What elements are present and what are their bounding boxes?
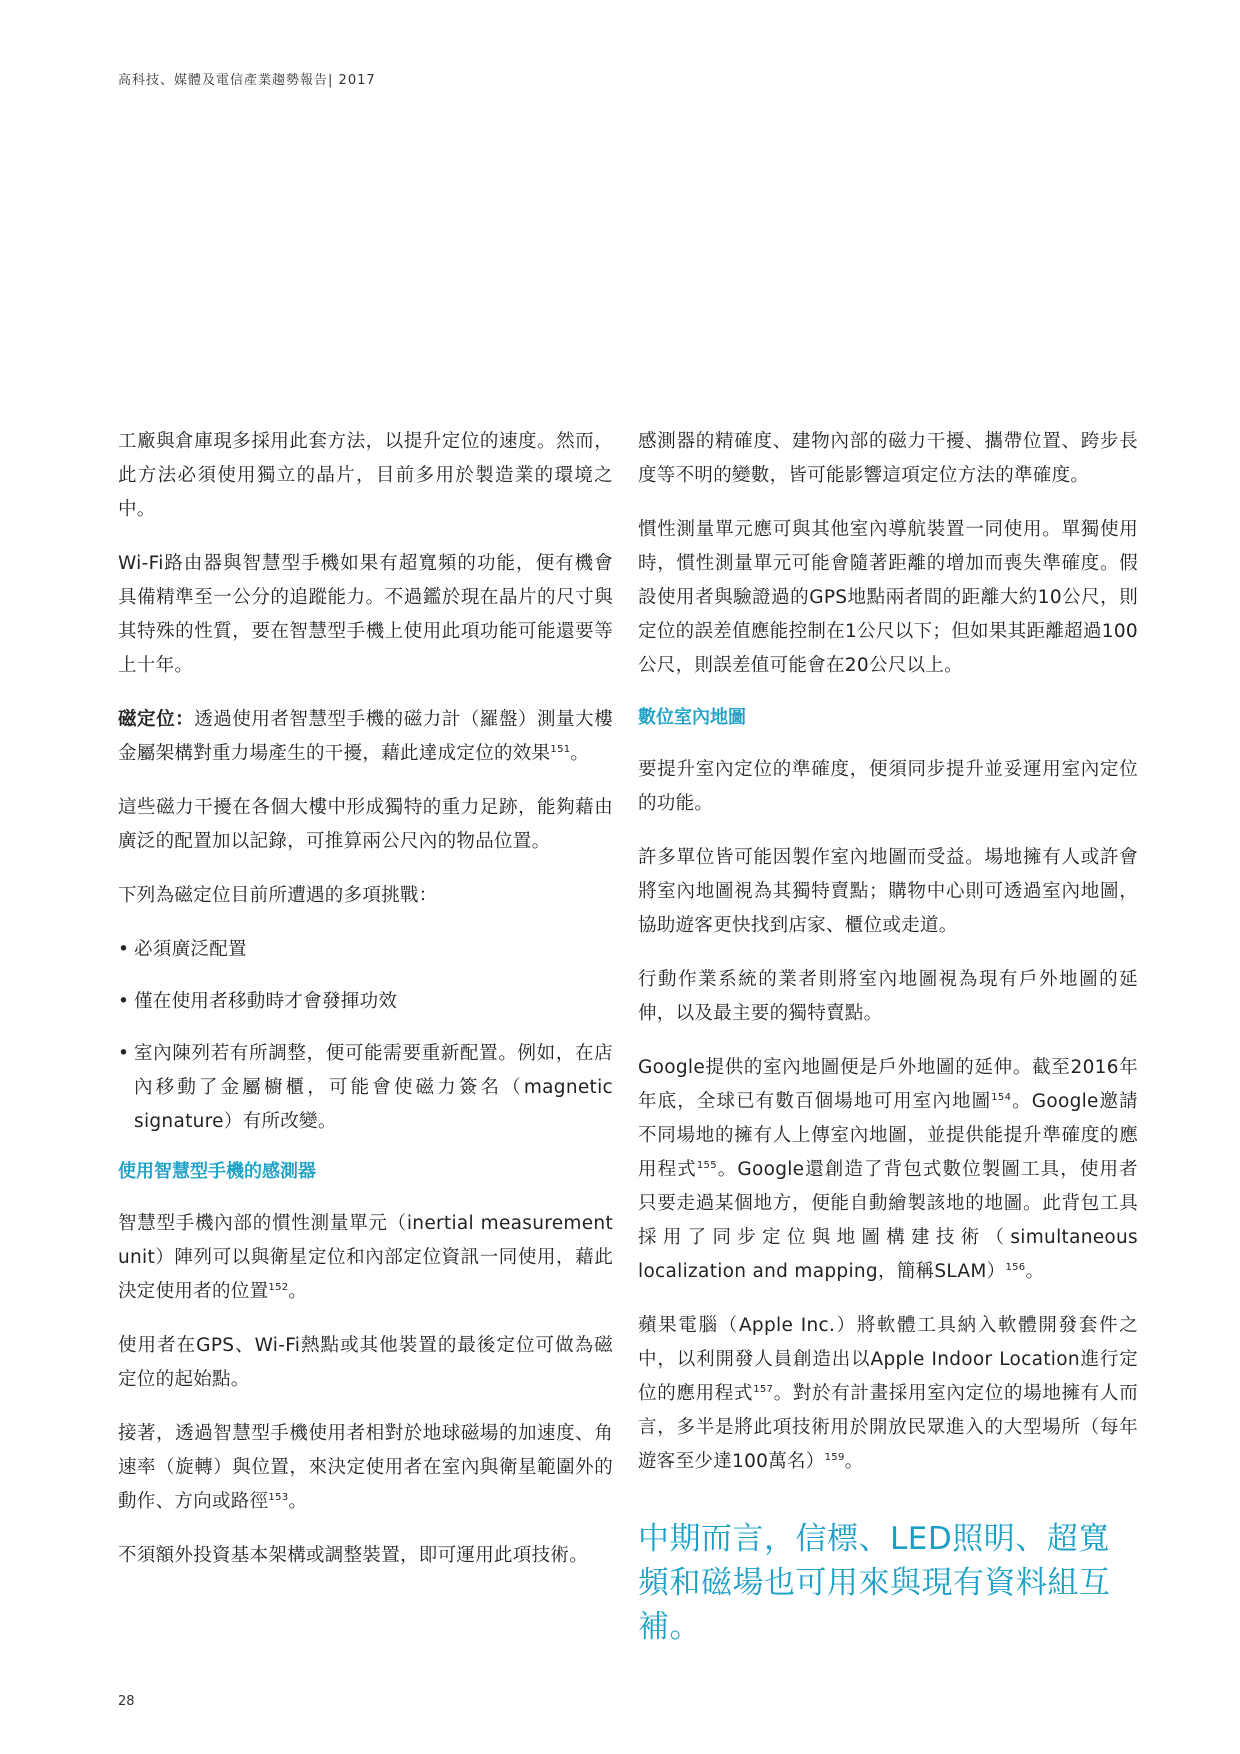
paragraph-text: 透過使用者智慧型手機的磁力計（羅盤）測量大樓金屬架構對重力場產生的干擾，藉此達成定位的效果: [118, 709, 614, 764]
footnote-ref: 159: [824, 1451, 845, 1463]
paragraph-text: 智慧型手機內部的慣性測量單元（inertial measurement unit）陣列可以與衛星定位和內部定位資訊一同使用，藉此決定使用者的位置: [118, 1213, 613, 1302]
right-column: [638, 425, 1138, 1649]
footnote-ref: 151: [550, 743, 571, 755]
report-year: 2017: [338, 73, 376, 88]
list-item: [118, 933, 613, 967]
paragraph: 要提升室內定位的準確度，便須同步提升並妥運用室內定位的功能。: [638, 759, 1138, 814]
list-item-text: 室內陳列若有所調整，便可能需要重新配置。例如，在店內移動了金屬櫥櫃，可能會使磁力簽名（magnetic signature）有所改變。: [134, 1043, 613, 1132]
list-item: [118, 1037, 613, 1139]
paragraph: [118, 1417, 613, 1519]
paragraph-end: 。: [1025, 1261, 1045, 1282]
section-heading-indoor-maps: 數位室內地圖: [638, 707, 746, 728]
bullet-icon: •: [118, 939, 130, 960]
paragraph: 下列為磁定位目前所遭遇的多項挑戰：: [118, 885, 438, 906]
paragraph: 行動作業系統的業者則將室內地圖視為現有戶外地圖的延伸，以及最主要的獨特賣點。: [638, 969, 1138, 1024]
footnote-ref: 155: [696, 1159, 717, 1171]
footnote-ref: 154: [991, 1091, 1012, 1103]
paragraph-text: Google提供的室內地圖便是戶外地圖的延伸。截至2016年年底，全球已有數百個場地可用室內地圖: [638, 1057, 1138, 1112]
paragraph: 許多單位皆可能因製作室內地圖而受益。場地擁有人或許會將室內地圖視為其獨特賣點；購物中心則可透過室內地圖，協助遊客更快找到店家、櫃位或走道。: [638, 847, 1138, 936]
term-label: 磁定位：: [118, 709, 195, 730]
paragraph: [118, 1207, 613, 1309]
footnote-ref: 156: [1005, 1261, 1026, 1273]
paragraph-google: [638, 1051, 1138, 1289]
footnote-ref: 157: [753, 1383, 774, 1395]
page-number: 28: [118, 1694, 135, 1709]
footnote-ref: 153: [268, 1491, 289, 1503]
paragraph-end: 。: [570, 743, 590, 764]
running-header: [118, 69, 376, 88]
paragraph-text: 。Google邀請不同場地的擁有人上傳室內地圖，並提供能提升準確度的應用程式: [638, 1091, 1138, 1180]
paragraph: Wi-Fi路由器與智慧型手機如果有超寬頻的功能，便有機會具備精準至一公分的追蹤能力。不過鑑於現在晶片的尺寸與其特殊的性質，要在智慧型手機上使用此項功能可能還要等上十年。: [118, 553, 613, 676]
paragraph: 慣性測量單元應可與其他室內導航裝置一同使用。單獨使用時，慣性測量單元可能會隨著距離的增加而喪失準確度。假設使用者與驗證過的GPS地點兩者間的距離大約10公尺，則定位的誤差值應能控制在1公尺以下；但如果其距離超過100公尺，則誤差值可能會在20公尺以上。: [638, 519, 1138, 676]
list-item-text: 僅在使用者移動時才會發揮功效: [134, 991, 398, 1012]
header-separator: |: [328, 73, 334, 88]
list-item: [118, 985, 613, 1019]
paragraph: 這些磁力干擾在各個大樓中形成獨特的重力足跡，能夠藉由廣泛的配置加以記錄，可推算兩公尺內的物品位置。: [118, 797, 613, 852]
left-column: [118, 425, 613, 1593]
paragraph: 感測器的精確度、建物內部的磁力干擾、攜帶位置、跨步長度等不明的變數，皆可能影響這項定位方法的準確度。: [638, 431, 1138, 486]
paragraph-magnetic-positioning: [118, 703, 613, 771]
paragraph-end: 。: [288, 1491, 308, 1512]
paragraph-text: 。Google還創造了背包式數位製圖工具，使用者只要走過某個地方，便能自動繪製該地的地圖。此背包工具採用了同步定位與地圖構建技術（simultaneous localization and mapping，簡稱SLAM）: [638, 1159, 1138, 1282]
paragraph-text: 蘋果電腦（Apple Inc.）將軟體工具納入軟體開發套件之中，以利開發人員創造出以Apple Indoor Location進行定位的應用程式: [638, 1315, 1138, 1404]
list-item-text: 必須廣泛配置: [134, 939, 247, 960]
pull-quote: 中期而言，信標、LED照明、超寬頻和磁場也可用來與現有資料組互補。: [638, 1521, 1111, 1645]
paragraph: 工廠與倉庫現多採用此套方法，以提升定位的速度。然而，此方法必須使用獨立的晶片，目前多用於製造業的環境之中。: [118, 431, 613, 520]
paragraph: 使用者在GPS、Wi-Fi熱點或其他裝置的最後定位可做為磁定位的起始點。: [118, 1335, 613, 1390]
paragraph-text: 接著，透過智慧型手機使用者相對於地球磁場的加速度、角速率（旋轉）與位置，來決定使用者在室內與衛星範圍外的動作、方向或路徑: [118, 1423, 613, 1512]
paragraph-text: 。對於有計畫採用室內定位的場地擁有人而言，多半是將此項技術用於開放民眾進入的大型場所（每年遊客至少達100萬名）: [638, 1383, 1138, 1472]
report-title: 高科技、媒體及電信產業趨勢報告: [118, 73, 329, 88]
bullet-icon: •: [118, 1043, 130, 1064]
section-heading-smartphone-sensors: 使用智慧型手機的感測器: [118, 1161, 316, 1182]
paragraph-apple: [638, 1309, 1138, 1479]
paragraph-end: 。: [844, 1451, 864, 1472]
paragraph-end: 。: [288, 1281, 308, 1302]
footnote-ref: 152: [268, 1281, 289, 1293]
bullet-icon: •: [118, 991, 130, 1012]
paragraph: 不須額外投資基本架構或調整裝置，即可運用此項技術。: [118, 1545, 589, 1566]
